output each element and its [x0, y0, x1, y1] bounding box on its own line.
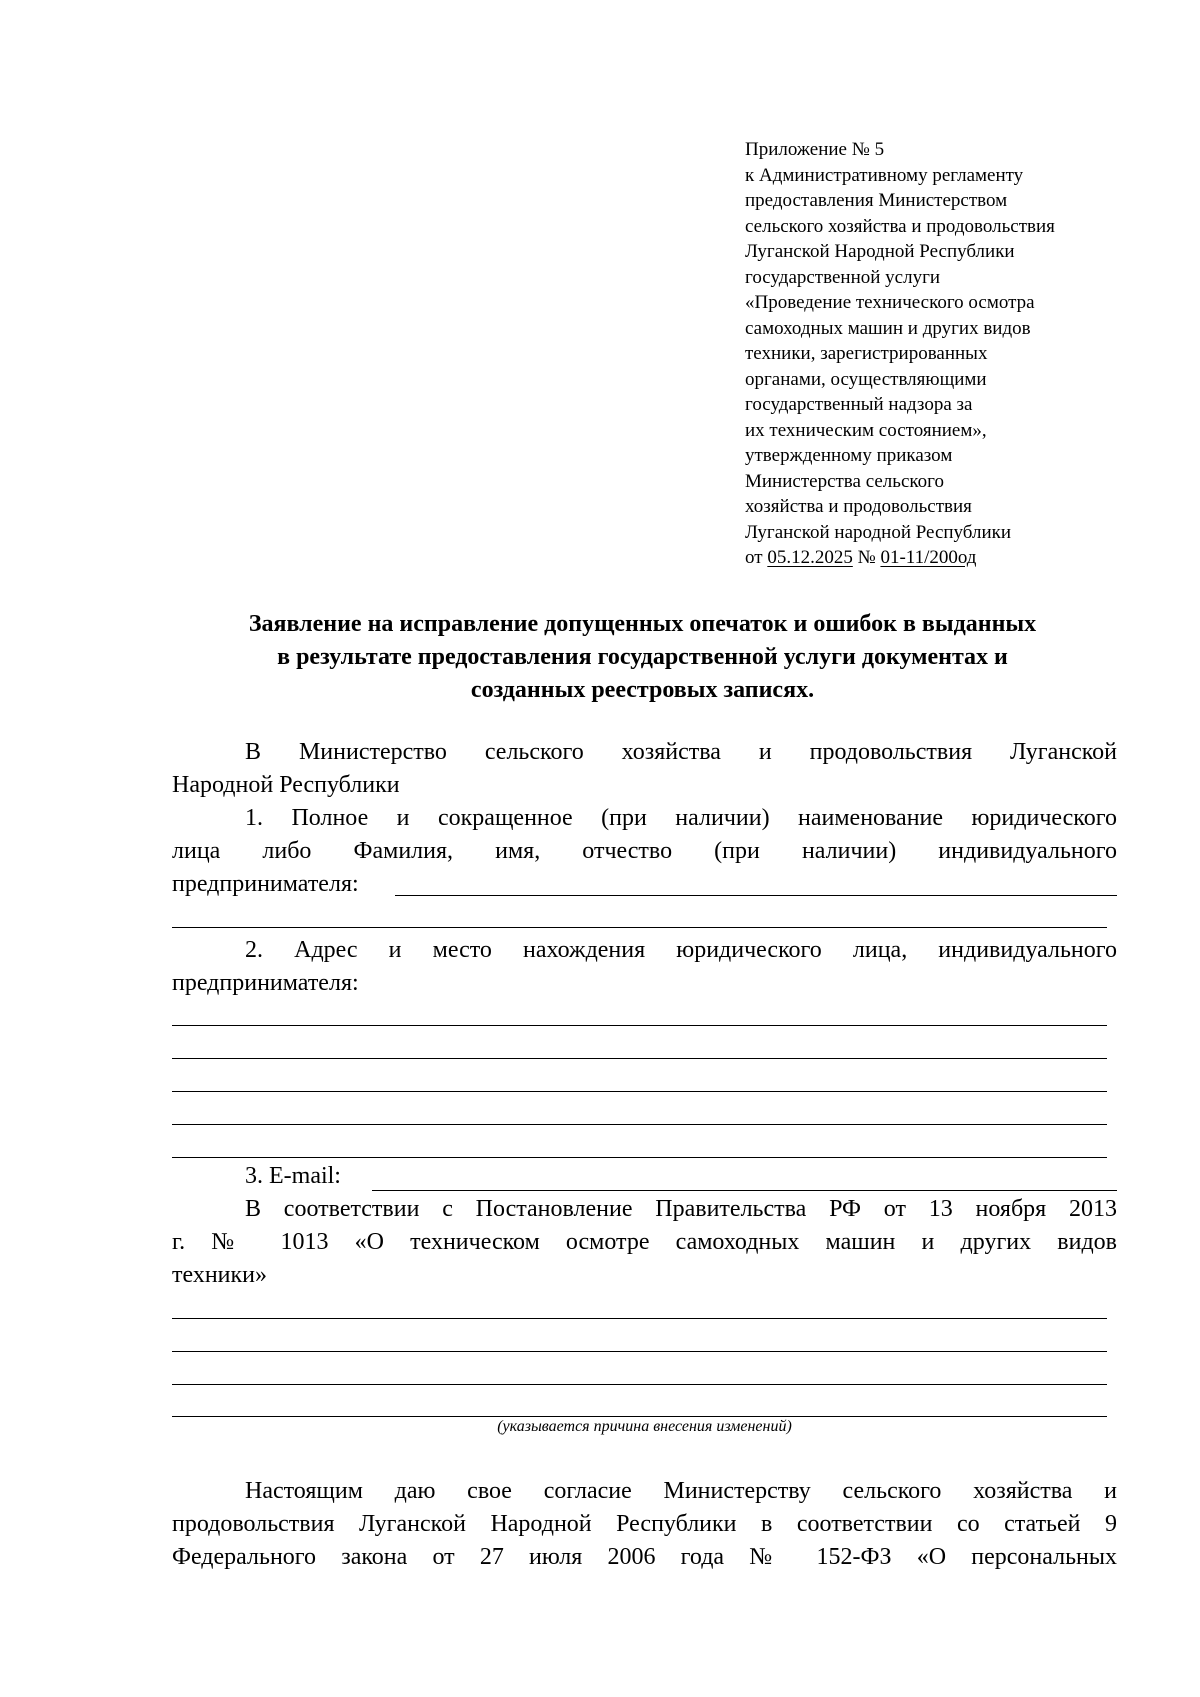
item1-label: предпринимателя:: [172, 871, 359, 897]
title-line: Заявление на исправление допущенных опечаток и ошибок в выданных: [248, 611, 1037, 637]
appendix-line: предоставления Министерством: [745, 190, 1008, 211]
addressee-line: В Министерство сельского хозяйства и продовольствия Луганской: [245, 739, 1117, 765]
item2-paragraph: [172, 934, 1117, 1000]
reason-fill-line[interactable]: [172, 1384, 1107, 1385]
consent-paragraph: [172, 1475, 1117, 1574]
item1-line: 1. Полное и сокращенное (при наличии) наименование юридического: [245, 805, 1117, 831]
reason-fill-line[interactable]: [172, 1318, 1107, 1319]
title-line: созданных реестровых записях.: [470, 677, 815, 703]
order-number-sign: №: [857, 547, 876, 568]
title-line: в результате предоставления государственной услуги документах и: [277, 644, 1008, 670]
item2-fill-line[interactable]: [172, 1058, 1107, 1059]
reason-fill-line[interactable]: [172, 1416, 1107, 1417]
email-label: 3. E-mail:: [245, 1163, 341, 1189]
appendix-line: утвержденному приказом: [745, 445, 953, 466]
order-reference: [745, 545, 1165, 571]
appendix-line: государственной услуги: [745, 266, 941, 288]
basis-line: техники»: [172, 1262, 268, 1288]
basis-line: г. № 1013 «О техническом осмотре самоходных машин и других видов: [172, 1229, 1117, 1255]
appendix-line: государственный надзора за: [745, 394, 973, 415]
item2-fill-line[interactable]: [172, 1124, 1107, 1125]
reason-note: (указывается причина внесения изменений): [497, 1418, 792, 1435]
order-number: 01-11/200од: [880, 547, 977, 568]
email-fill-line[interactable]: [372, 1190, 1117, 1191]
reason-fill-line[interactable]: [172, 1351, 1107, 1352]
item2-line: 2. Адрес и место нахождения юридического лица, индивидуального: [245, 937, 1117, 963]
item1-fill-line[interactable]: [395, 895, 1117, 896]
item1-fill-line[interactable]: [172, 927, 1107, 928]
appendix-line: Луганской народной Республики: [745, 521, 1012, 543]
item3-paragraph: [172, 1160, 1117, 1193]
consent-line: продовольствия Луганской Народной Республики в соответствии со статьей 9: [172, 1511, 1117, 1537]
basis-line: В соответствии с Постановление Правительства РФ от 13 ноября 2013: [245, 1196, 1117, 1222]
order-prefix: от: [745, 547, 763, 568]
appendix-line: их техническим состоянием»,: [745, 419, 987, 441]
appendix-line: органами, осуществляющими: [745, 368, 987, 390]
appendix-line: хозяйства и продовольствия: [745, 496, 972, 517]
appendix-line: к Административному регламенту: [745, 164, 1024, 186]
document-title: [170, 608, 1115, 707]
appendix-line: Луганской Народной Республики: [745, 241, 1015, 262]
consent-line: Федерального закона от 27 июля 2006 года № 152-ФЗ «О персональных: [172, 1544, 1117, 1570]
order-date: 05.12.2025: [767, 547, 853, 568]
appendix-line: сельского хозяйства и продовольствия: [745, 215, 1055, 237]
item2-fill-line[interactable]: [172, 1091, 1107, 1092]
appendix-line: техники, зарегистрированных: [745, 343, 988, 364]
addressee-paragraph: [172, 736, 1117, 802]
appendix-line: Приложение № 5: [745, 139, 885, 160]
item2-label: предпринимателя:: [172, 970, 359, 996]
appendix-line: Министерства сельского: [745, 470, 944, 492]
appendix-line: самоходных машин и других видов: [745, 317, 1031, 339]
item2-fill-line[interactable]: [172, 1157, 1107, 1158]
consent-line: Настоящим даю свое согласие Министерству сельского хозяйства и: [245, 1478, 1117, 1504]
item1-paragraph: [172, 802, 1117, 901]
item2-fill-line[interactable]: [172, 1025, 1107, 1026]
item1-line: лица либо Фамилия, имя, отчество (при наличии) индивидуального: [172, 838, 1117, 864]
appendix-header: [745, 137, 1165, 571]
addressee-line: Народной Республики: [172, 772, 400, 798]
appendix-line: «Проведение технического осмотра: [745, 292, 1035, 313]
basis-paragraph: [172, 1193, 1117, 1292]
